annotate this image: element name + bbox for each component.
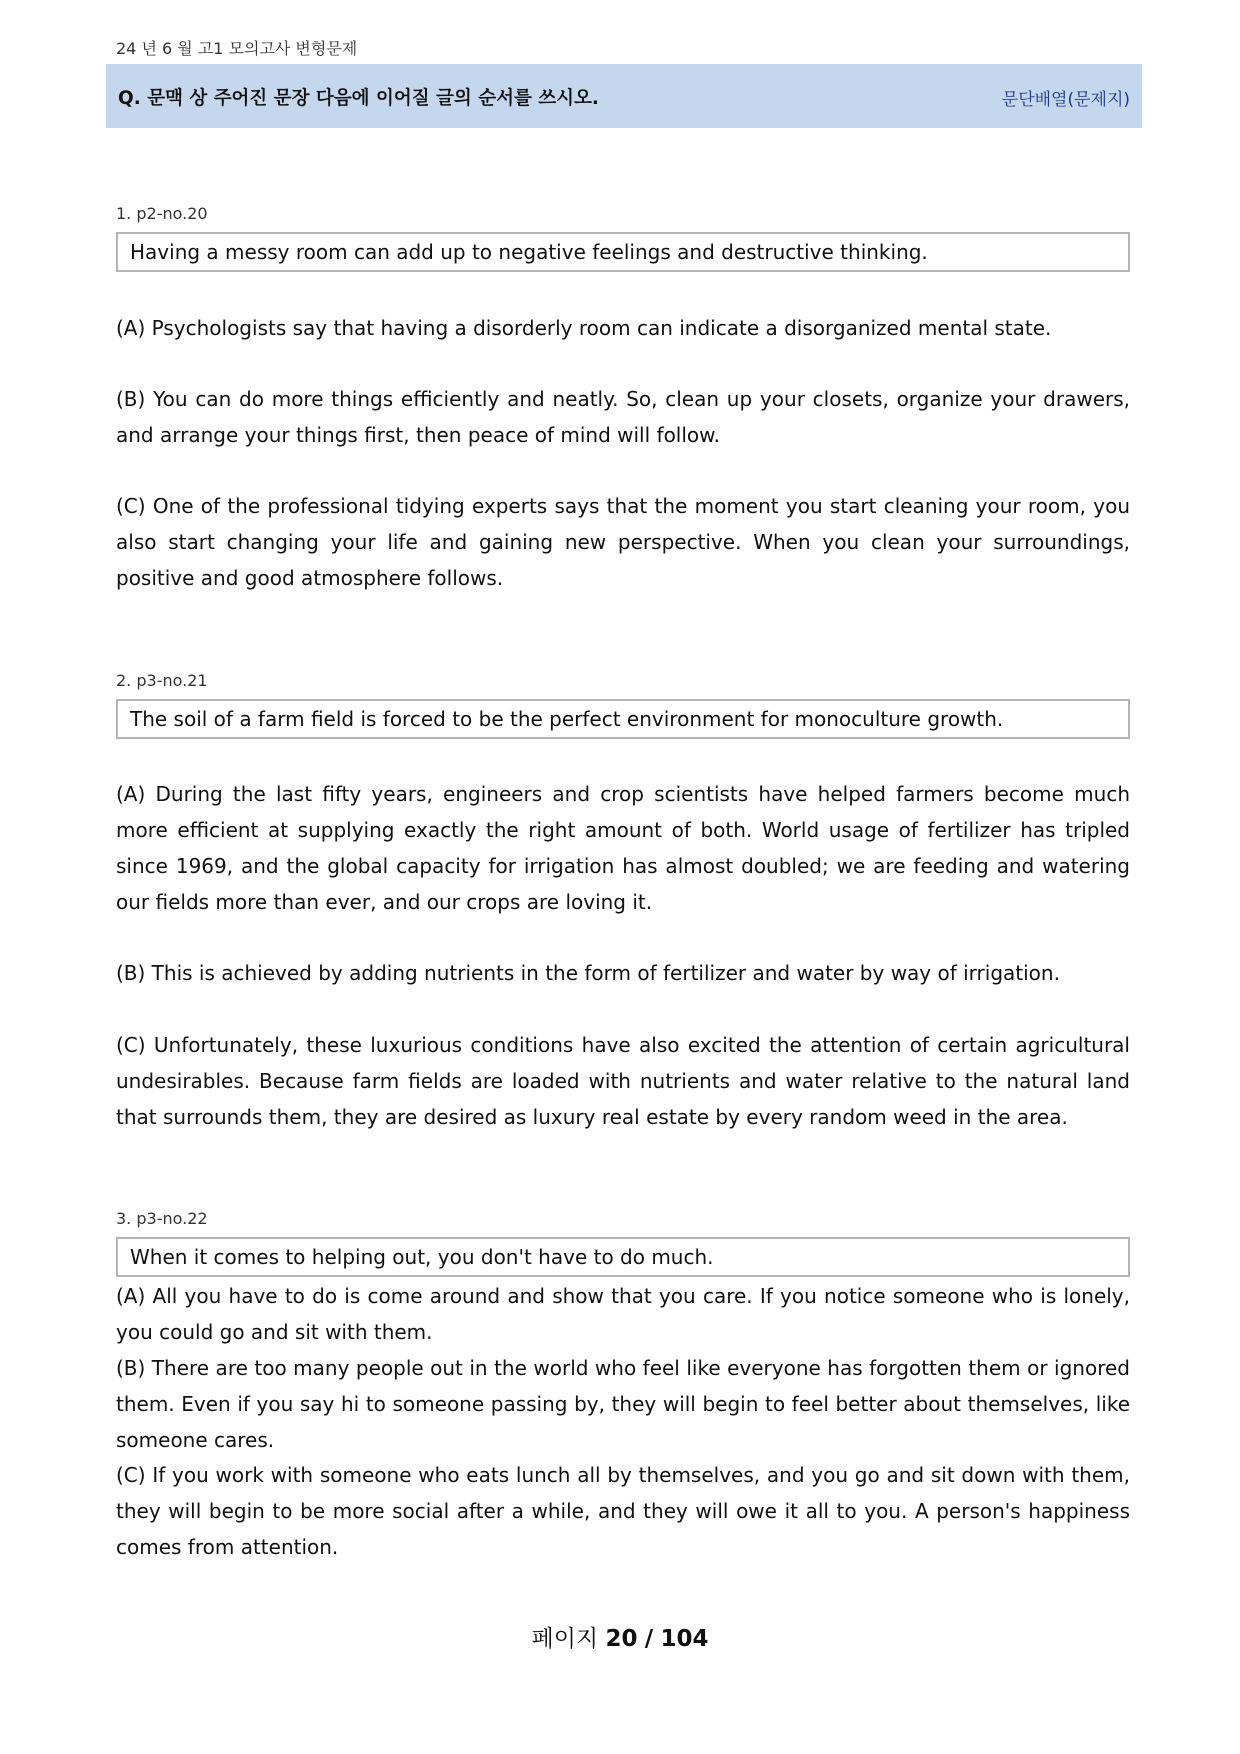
paragraph-b: (B) There are too many people out in the world who feel like everyone has forgotten them or ignored them. Even if you say hi to someone passing by, they will begin to feel better about themselves, like someone cares. xyxy=(116,1356,1130,1452)
current-page-number: 20 xyxy=(605,1626,638,1652)
paragraph-a: (A) All you have to do is come around and show that you care. If you notice someone who is lonely, you could go and sit with them. xyxy=(116,1284,1130,1344)
paragraph-a: (A) During the last fifty years, engineers and crop scientists have helped farmers become much more efficient at supplying exactly the right amount of both. World usage of fertilizer has tripled since 1969, and the global capacity for irrigation has almost doubled; we are feeding and watering our fields more than ever, and our crops are loving it. xyxy=(116,782,1130,914)
question-type-tag: 문단배열(문제지) xyxy=(1001,90,1130,110)
paragraph-c: (C) If you work with someone who eats lunch all by themselves, and you go and sit down with them, they will begin to be more social after a while, and they will owe it all to you. A person's happiness comes from attention. xyxy=(116,1463,1130,1559)
given-sentence-box: When it comes to helping out, you don't have to do much. xyxy=(116,1237,1130,1277)
item-label: 1. p2-no.20 xyxy=(116,204,208,223)
page-separator: / xyxy=(644,1626,654,1652)
paragraph-c: (C) One of the professional tidying experts says that the moment you start cleaning your room, you also start changing your life and gaining new perspective. When you clean your surroundings, positive and good atmosphere follows. xyxy=(116,494,1130,590)
paragraph-b: (B) You can do more things efficiently and neatly. So, clean up your closets, organize your drawers, and arrange your things first, then peace of mind will follow. xyxy=(116,387,1130,447)
given-sentence-box: Having a messy room can add up to negative feelings and destructive thinking. xyxy=(116,232,1130,272)
question-bar xyxy=(106,64,1142,128)
page-footer xyxy=(0,1620,1240,1653)
paragraph-b: (B) This is achieved by adding nutrients in the form of fertilizer and water by way of irrigation. xyxy=(116,961,1060,985)
page-label: 페이지 xyxy=(531,1626,599,1652)
question-instruction: Q. 문맥 상 주어진 문장 다음에 이어질 글의 순서를 쓰시오. xyxy=(118,88,599,109)
paragraph-a: (A) Psychologists say that having a disorderly room can indicate a disorganized mental state. xyxy=(116,316,1052,340)
item-label: 3. p3-no.22 xyxy=(116,1209,208,1228)
given-sentence-box: The soil of a farm field is forced to be the perfect environment for monoculture growth. xyxy=(116,699,1130,739)
paragraph-c: (C) Unfortunately, these luxurious conditions have also excited the attention of certain agricultural undesirables. Because farm fields are loaded with nutrients and water relative to the natural land that surrounds them, they are desired as luxury real estate by every random weed in the area. xyxy=(116,1033,1130,1129)
total-page-count: 104 xyxy=(660,1626,709,1652)
item-label: 2. p3-no.21 xyxy=(116,671,208,690)
document-header: 24 년 6 월 고1 모의고사 변형문제 xyxy=(116,39,358,58)
